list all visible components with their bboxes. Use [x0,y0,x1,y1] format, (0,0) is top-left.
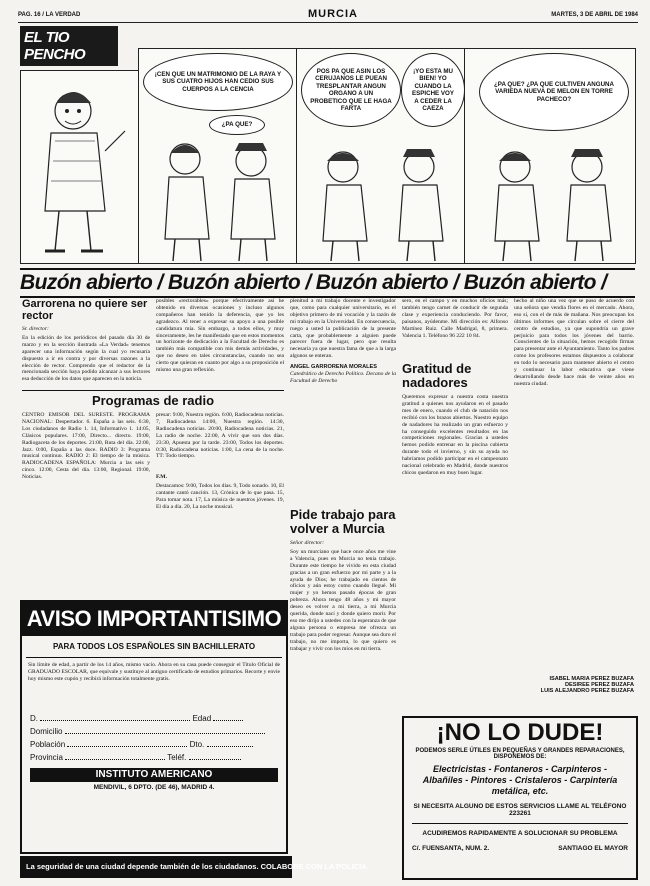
ad-services: Electricistas - Fontaneros - Carpinteros - Albañiles - Pintores - Cristaleros - Carpintería metálica, etc. [422,764,618,796]
radio-body: CENTRO EMISOR DEL SURESTE. PROGRAMA NACIONAL: Despertador. 6. España a las seis. 6:30, Los ciudadanos de Radio 1. 14, Informativo 1. 14:05, Clásicos populares. 17:00, Directo... directo. 19:00, Radiogaceta de los deportes. 21:00, Ruta del día. 22:00, Jazz. 0:00, España a las doce. RADIO 3: Programa musical continuo. RADIO 2: El tiempo de la música. RADIOCADENA ESPAÑOLA: Murcia a las seis y cinco. 12:00, Cesta del día. 13:00, Regional. 19:00, Noticias. [22,412,150,481]
section-banner: Buzón abierto / Buzón abierto / Buzón abierto / Buzón abierto / [20,268,635,298]
article-title: Pide trabajo para volver a Murcia [290,507,396,536]
comic-panel-4 [464,48,636,264]
article-body: hecho al niño una vez que se puso de acuerdo con una señora que vendía flores en el mercado. Ahora, eso sí, con el de más de mañana. Nos preocupan los últimos informes que circulan sobre el cierre del centro de estudios, ya que supondría un grave perjuicio para todos los jóvenes del barrio. Conscientes de la situación, hemos recogido firmas para presentar ante el Ayuntamiento. Tanto los padres como los profesores estamos dispuestos a colaborar en todo lo necesario para mantener abierto el centro y continuar la labor educativa que viene desarrollando desde hace más de veinte años en nuestra ciudad. [514,298,634,387]
article-garrorena-continued [156,298,284,386]
phone-field[interactable] [189,759,241,760]
speech-bubble: ¡CEN QUE UN MATRIMONIO DE LA RAYA Y SUS CUATRO HIJOS HAN CEDIO SUS CUERPOS A LA CENCIA [143,53,293,111]
aviso-title: AVISO IMPORTANTISIMO [22,602,286,636]
character-drawing [21,71,141,263]
article-gratitud-continued [514,298,634,674]
radio-title: Programas de radio [91,393,215,408]
header-rule [18,22,638,23]
comic-strip [20,26,635,264]
name-field[interactable] [40,720,190,721]
aviso-address: MENDIVIL, 6 DPTO. (DE 46), MADRID 4. [93,784,215,791]
province-field[interactable] [65,759,165,760]
radio-listings [22,412,150,582]
radio-rule [22,390,284,391]
article-gratitud [402,362,508,680]
page-folio: PAG. 16 / LA VERDAD [18,12,81,18]
characters-drawing [297,49,467,263]
page-header [18,8,638,22]
district-field[interactable] [207,746,253,747]
comic-panel-2 [138,48,300,264]
aviso-form: D. Edad Domicilio Población Dto. Provincia Teléf. [22,714,286,762]
article-body: En la edición de los periódicos del pasado día 30 de marzo y en la sección ilustrada «La Verdad» tenemos aparecer una información según la cual yo recusaría dispuesto a ir en contra y por diversas razones a la elección de rector. Comprendo que el redactor de la mencionada sección haya podido alcanzar a sus lectores esa deducción de los datos que aparecen en la noticia. [22,334,150,383]
comic-logo: EL TIO PENCHO [20,26,118,66]
article-body: sero, en el campo y en muchos oficios más; también tengo carnet de conducir de segunda clase y experiencia conduciendo. Por favor, paisanos, ayúdenme. Mi dirección es: Alfonso Martínez Ruiz. Calle Madrigal, 8, primera. Valencia 1. Teléfono 96 222 10 84. [402,298,508,339]
speech-bubble: ¿PA QUE? ¿PA QUE CULTIVEN ANGUNA VARIEDA NUEVA DE MELON EN TORRE PACHECO? [479,53,629,131]
article-salutation: Sr. director: [22,326,49,332]
nolodude-ad [402,716,638,880]
signature-title: Catedrático de Derecho Político. Decano de la Facultad de Derecho [290,371,396,384]
ad-title: ¡NO LO DUDE! [436,719,604,746]
article-salutation: Señor director: [290,540,325,546]
radio-body: Destacamos: 9:00, Todos los días. 9, Todo sonado. 10, El cantante cantó canción. 13, Crónica de lo que pasa. 15, Para tomar nota. 17, La música de nuestros jóvenes. 19, El día a día. 20, La noche musical. [156,482,284,510]
signature: ANGEL GARRORENA MORALES [290,364,378,371]
ad-line: PODEMOS SERLE ÚTILES EN PEQUEÑAS Y GRANDES REPARACIONES, DISPONEMOS DE: [415,748,625,760]
section-title: MURCIA [308,8,358,20]
radio-body: presar: 9:00, Nuestra región. 6:00, Radiocadena noticias. 7, Radiocadena 14:00, Nuestra región. 14:30, Radiocadena noticias. 20:00, Radiocadena noticias. 21, La radio de noche. 22:00, A vivir que son dos días. 23:30, Apuesta por la tarde. 23:00, Todos los deportes. 0:30, Radiocadena noticias. 1:00, La cena de la noche. TT: Todo tiempo. [156,412,284,460]
article-body: Soy un murciano que hace once años me vine a Valencia, pues en Murcia no tenía trabajo. Durante este tiempo he vivido en esta ciudad gracias a un gran esfuerzo por mi parte y a la ayuda de Dios; he trabajado en cientos de oficios y aún estoy como cuando llegué. Mi mujer y yo hemos pasado épocas de gran pobreza. Ahora tengo 48 años y mi mayor deseo es volver a mi tierra, a mi Murcia querida, donde nací y donde quiero morir. Por eso me dirijo a ustedes con la esperanza de que alguna persona o empresa me ofrezca un trabajo para poder regresar. Aunque sea duro el trabajo, no me importa, lo que quiero es trabajar y vivir con los míos en mi tierra. [290,548,396,652]
article-pide-trabajo [290,508,396,880]
article-body: Queremos expresar a nuestra costa nuestra gratitud a quienes nos ayudaron en el pasado mes de enero, cuando el club de natación nos recibió con los brazos abiertos. Nuestro equipo de nadadores ha realizado un gran esfuerzo y ha conseguido excelentes resultados en las competiciones regionales. Gracias a ustedes hemos podido entrenar en la piscina cubierta durante todo el invierno, y sin su ayuda no habríamos podido participar en el campeonato nacional celebrado en Madrid, donde nuestros chicos quedaron en muy buen lugar. [402,394,508,476]
article-pide-trabajo-end [402,298,508,358]
comic-panel-1 [20,70,142,264]
ad-address-row: C/. FUENSANTA, NUM. 2. SANTIAGO EL MAYOR [412,845,628,852]
aviso-subtitle: PARA TODOS LOS ESPAÑOLES SIN BACHILLERATO [52,642,256,651]
age-field[interactable] [213,720,243,721]
characters-drawing [139,49,299,263]
signatures: ISABEL MARIA PEREZ BUZAFA DESIREE PEREZ BUZAFA LUIS ALEJANDRO PEREZ BUZAFA [540,676,634,694]
aviso-org: INSTITUTO AMERICANO [30,768,278,782]
characters-drawing [465,49,635,263]
police-notice: La seguridad de una ciudad depende también de los ciudadanos. COLABORE CON LA POLICIA. [20,856,292,878]
article-title: Gratitud de nadadores [402,361,472,390]
article-title: Garrorena no quiere ser rector [22,298,148,322]
page-date: MARTES, 3 DE ABRIL DE 1984 [551,12,638,18]
radio-listings-3: F.M. Destacamos: 9:00, Todos los días. 9, Todo sonado. 10, El cantante cantó canción. 13, Crónica de lo que pasa. 15, Para tomar nota. 17, La música de nuestros jóvenes. 19, El día a día. 20, La noche musical. [156,474,284,510]
ad-promise: ACUDIREMOS RAPIDAMENTE A SOLUCIONAR SU PROBLEMA [422,830,618,837]
comic-panel-3 [296,48,468,264]
ad-phone: SI NECESITA ALGUNO DE ESTOS SERVICIOS LLAME AL TELÉFONO 223261 [413,803,627,817]
radio-listings-2 [156,412,284,470]
aviso-ad [20,600,288,854]
address-field[interactable] [65,733,265,734]
speech-bubble: ¿PA QUE? [209,115,265,135]
article-body: plenitud a mi trabajo docente e investigador que, como para cualquier universitario, es el objetivo primero de mi vocación y la razón de mi trabajo en la Universidad. En consecuencia, ruego a usted la publicación de la presente carta, que probablemente a alguien puede parecer fuera de lugar, pero que resulta necesaria ya que nuestra fama de que a la larga algunos se enteran. [290,298,396,360]
article-garrorena-end [290,298,396,426]
aviso-body: Sin límite de edad, a partir de los 14 años, mismo vacío. Ahora en su casa puede conseguir el Título Oficial de GRADUADO ESCOLAR, que equivale y sustituye al antiguo certificado de estudios primarios. Recorte y envíe hoy mismo este cupón y recibirá información totalmente gratis. [28,662,280,682]
speech-bubble: POS PA QUE ASIN LOS CERUJANOS LE PUEAN TRESPLANTAR ANGUN ORGANO A UN PROBETICO QUE LE HAGA FARTA [301,53,401,127]
town-field[interactable] [67,746,187,747]
article-body: posibles «rectorables» porque efectivamente así he obtenido en diversas ocasiones y incluso algunos compañeros han tenido la deferencia, que yo les agradezco. Al tener a expresar su apoyo a una posible candidatura mía. Sin embargo, a todos ellos, y muy sinceramente, les he manifestado que en estos momentos un horizonte de dedicación a la Facultad de Derecho es también más compatible con mis demás actividades, y que no deseo en tales circunstancias, cuando no sea cierto que quieran en cuanto por algo a su proposición el mismo una gran reflexión. [156,298,284,374]
speech-bubble: ¡YO ESTA MU BIEN! YO CUANDO LA ESPICHE VOY A CEDER LA CAEZA [401,53,465,127]
